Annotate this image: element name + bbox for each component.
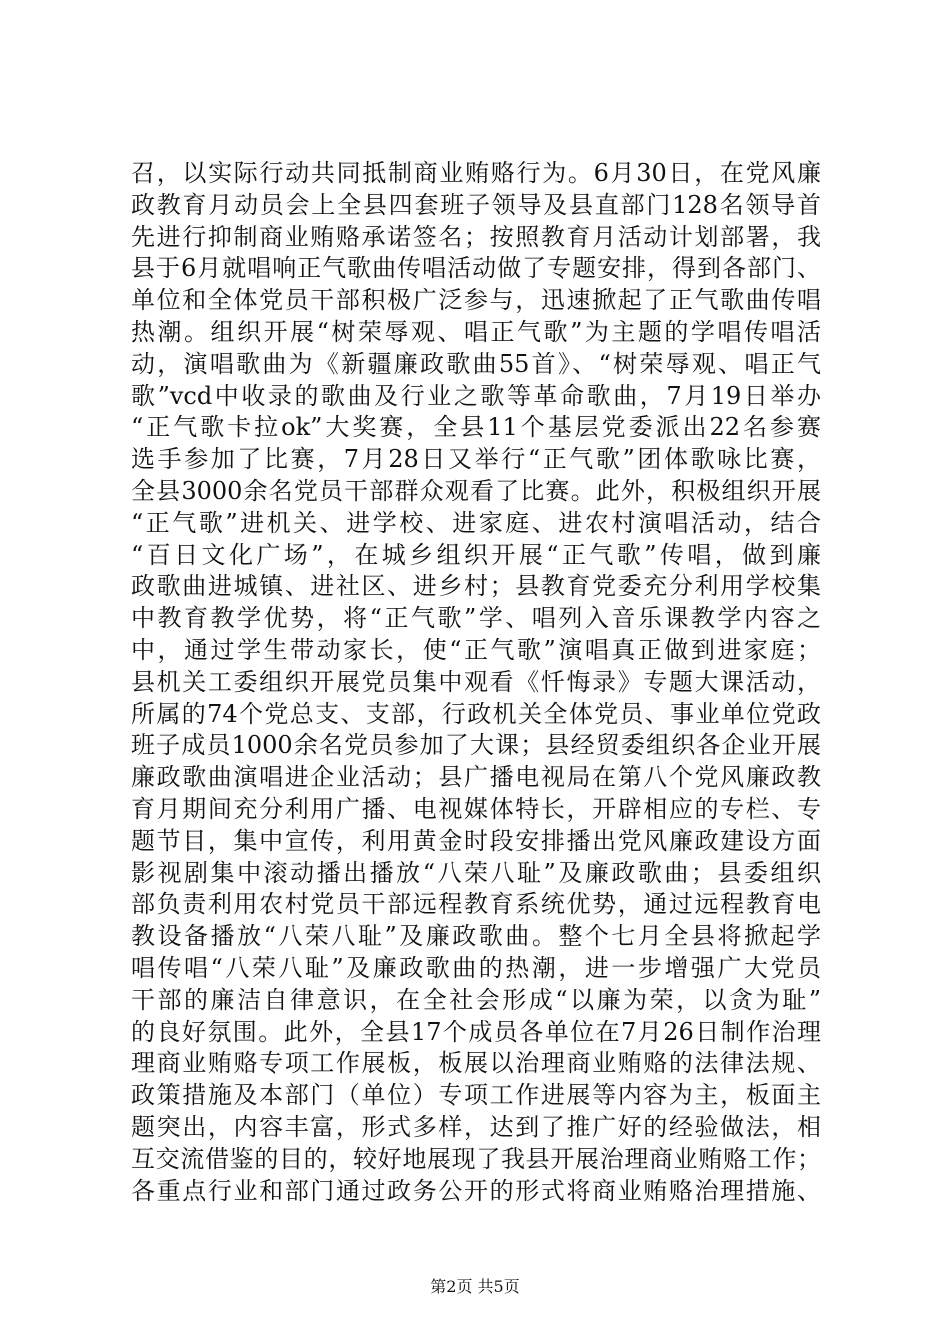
text-line: “正气歌”进机关、进学校、进家庭、进农村演唱活动，结合 (131, 508, 821, 537)
text-line: 教设备播放“八荣八耻”及廉政歌曲。整个七月全县将掀起学 (131, 922, 821, 951)
text-line: 单位和全体党员干部积极广泛参与，迅速掀起了正气歌曲传唱 (131, 286, 821, 315)
text-line: 歌”vcd中收录的歌曲及行业之歌等革命歌曲，7月19日举办 (131, 381, 821, 410)
text-line: 干部的廉洁自律意识，在全社会形成“以廉为荣，以贪为耻” (131, 985, 821, 1014)
page-number-label: 第2页 共5页 (430, 1277, 520, 1296)
page-footer (0, 1277, 950, 1297)
text-line: 唱传唱“八荣八耻”及廉政歌曲的热潮，进一步增强广大党员 (131, 953, 821, 982)
text-line: 先进行抑制商业贿赂承诺签名；按照教育月活动计划部署，我 (131, 222, 821, 251)
text-line: 动，演唱歌曲为《新疆廉政歌曲55首》、“树荣辱观、唱正气 (131, 349, 821, 378)
text-line: 题突出，内容丰富，形式多样，达到了推广好的经验做法，相 (131, 1112, 821, 1141)
text-line: 影视剧集中滚动播出播放“八荣八耻”及廉政歌曲；县委组织 (131, 858, 821, 887)
text-line: 选手参加了比赛，7月28日又举行“正气歌”团体歌咏比赛， (131, 445, 821, 474)
text-line: 理商业贿赂专项工作展板，板展以治理商业贿赂的法律法规、 (131, 1049, 821, 1078)
text-line: 热潮。组织开展“树荣辱观、唱正气歌”为主题的学唱传唱活 (131, 317, 821, 346)
text-line: “百日文化广场”，在城乡组织开展“正气歌”传唱，做到廉 (131, 540, 821, 569)
text-line: 各重点行业和部门通过政务公开的形式将商业贿赂治理措施、 (131, 1176, 821, 1205)
text-line: 政策措施及本部门（单位）专项工作进展等内容为主，板面主 (131, 1081, 821, 1110)
body-text (131, 158, 821, 1207)
text-line: 政歌曲进城镇、进社区、进乡村；县教育党委充分利用学校集 (131, 572, 821, 601)
text-line: 县机关工委组织开展党员集中观看《忏悔录》专题大课活动， (131, 667, 821, 696)
text-line: 中，通过学生带动家长，使“正气歌”演唱真正做到进家庭； (131, 635, 821, 664)
text-line: 所属的74个党总支、支部，行政机关全体党员、事业单位党政 (131, 699, 821, 728)
text-line: 育月期间充分利用广播、电视媒体特长，开辟相应的专栏、专 (131, 794, 821, 823)
text-line: “正气歌卡拉ok”大奖赛，全县11个基层党委派出22名参赛 (131, 413, 821, 442)
text-line: 中教育教学优势，将“正气歌”学、唱列入音乐课教学内容之 (131, 604, 821, 633)
text-line: 部负责利用农村党员干部远程教育系统优势，通过远程教育电 (131, 890, 821, 919)
text-line: 全县3000余名党员干部群众观看了比赛。此外，积极组织开展 (131, 476, 821, 505)
text-line: 廉政歌曲演唱进企业活动；县广播电视局在第八个党风廉政教 (131, 763, 821, 792)
text-line: 题节目，集中宣传，利用黄金时段安排播出党风廉政建设方面 (131, 826, 821, 855)
text-line: 召，以实际行动共同抵制商业贿赂行为。6月30日，在党风廉 (131, 159, 821, 187)
text-line: 班子成员1000余名党员参加了大课；县经贸委组织各企业开展 (131, 731, 821, 760)
text-line: 政教育月动员会上全县四套班子领导及县直部门128名领导首 (131, 190, 821, 219)
text-line: 的良好氛围。此外，全县17个成员各单位在7月26日制作治理 (131, 1017, 821, 1046)
text-line: 互交流借鉴的目的，较好地展现了我县开展治理商业贿赂工作； (131, 1144, 821, 1173)
text-line: 县于6月就唱响正气歌曲传唱活动做了专题安排，得到各部门、 (131, 254, 821, 283)
